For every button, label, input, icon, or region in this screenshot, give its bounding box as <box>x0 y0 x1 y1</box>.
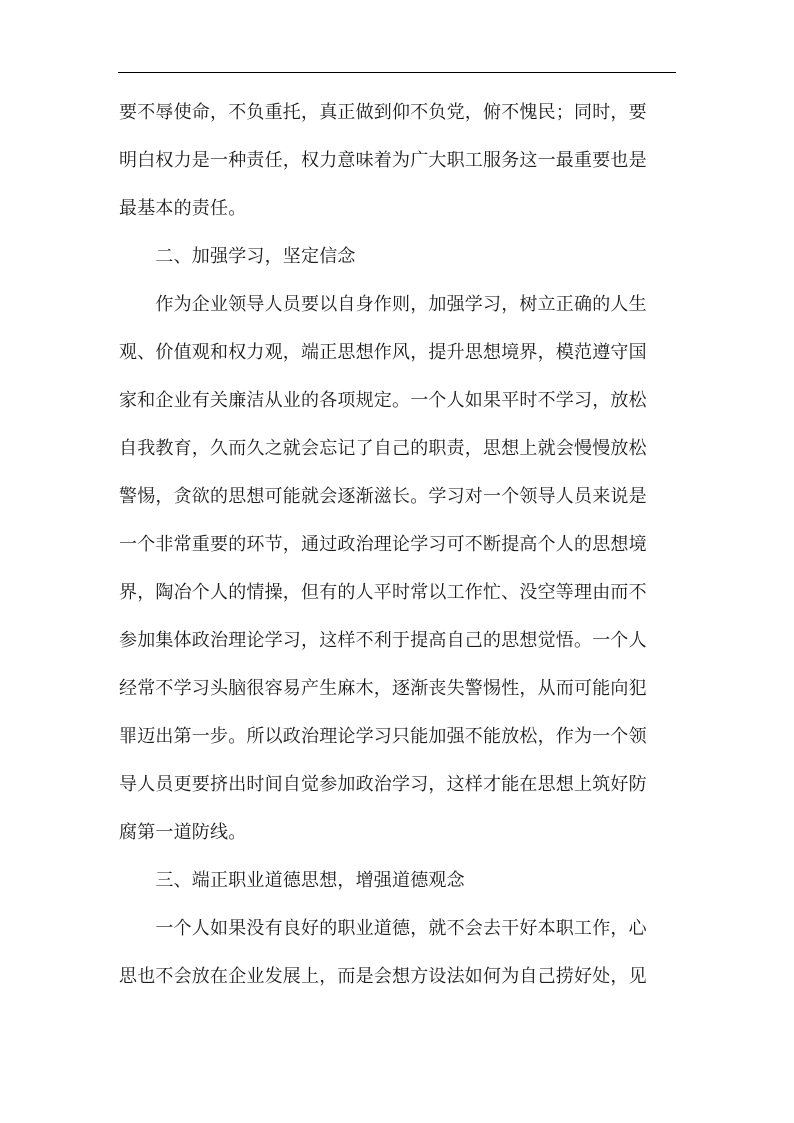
text-line: 观、价值观和权力观，端正思想作风，提升思想境界，模范遵守国 <box>119 342 647 363</box>
text-line: 腐第一道防线。 <box>119 822 247 843</box>
text-line: 一个人如果没有良好的职业道德，就不会去干好本职工作，心 <box>119 918 647 939</box>
text-line: 警惕，贪欲的思想可能就会逐渐滋长。学习对一个领导人员来说是 <box>119 486 647 507</box>
text-line: 界，陶冶个人的情操，但有的人平时常以工作忙、没空等理由而不 <box>119 582 647 603</box>
text-line: 要不辱使命，不负重托，真正做到仰不负党，俯不愧民；同时，要 <box>119 102 647 123</box>
text-line: 明白权力是一种责任，权力意味着为广大职工服务这一最重要也是 <box>119 150 647 171</box>
text-line: 家和企业有关廉洁从业的各项规定。一个人如果平时不学习，放松 <box>119 390 647 411</box>
section-heading: 三、端正职业道德思想，增强道德观念 <box>119 870 465 891</box>
text-line: 自我教育，久而久之就会忘记了自己的职责，思想上就会慢慢放松 <box>119 438 647 459</box>
text-line: 罪迈出第一步。所以政治理论学习只能加强不能放松，作为一个领 <box>119 726 647 747</box>
text-line: 思也不会放在企业发展上，而是会想方设法如何为自己捞好处，见 <box>119 966 647 987</box>
text-line: 最基本的责任。 <box>119 198 247 219</box>
text-line: 导人员更要挤出时间自觉参加政治学习，这样才能在思想上筑好防 <box>119 774 647 795</box>
section-heading: 二、加强学习，坚定信念 <box>119 246 356 267</box>
text-line: 参加集体政治理论学习，这样不利于提高自己的思想觉悟。一个人 <box>119 630 647 651</box>
text-line: 经常不学习头脑很容易产生麻木，逐渐丧失警惕性，从而可能向犯 <box>119 678 647 699</box>
text-line: 一个非常重要的环节，通过政治理论学习可不断提高个人的思想境 <box>119 534 647 555</box>
text-line: 作为企业领导人员要以自身作则，加强学习，树立正确的人生 <box>119 294 647 315</box>
header-rule <box>118 72 676 73</box>
